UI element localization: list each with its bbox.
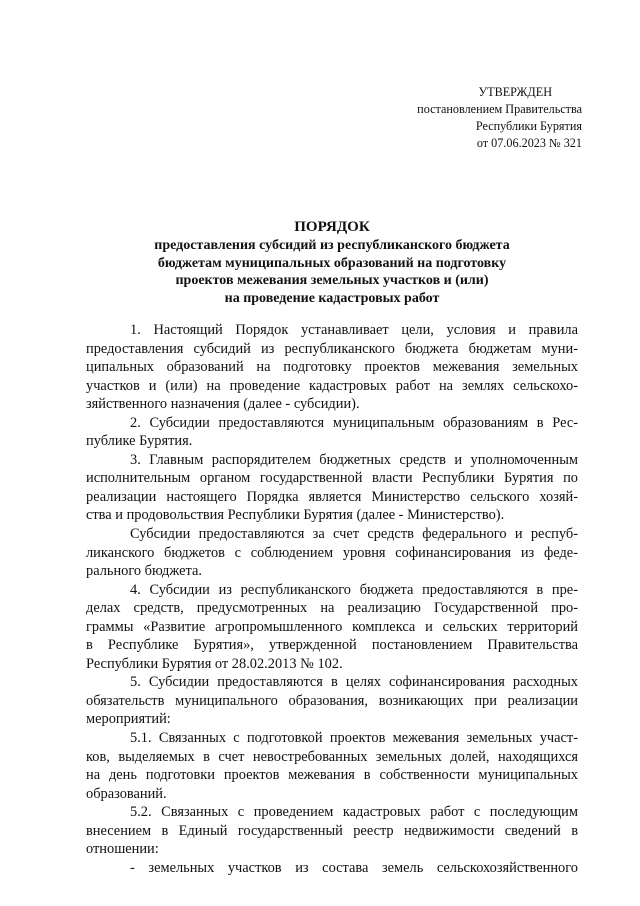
body-text-line: делах средств, предусмотренных на реализацию Государственной про- [86,600,578,617]
body-text-line: - земельных участков из состава земель сельскохозяйственного [130,859,578,876]
body-text-line: образований. [86,785,167,802]
document-subtitle-line: на проведение кадастровых работ [224,290,440,306]
body-text-line: ликанского бюджетов с соблюдением уровня софинансирования из феде- [86,544,578,561]
approval-stamp [382,84,582,152]
document-subtitle-line: проектов межевания земельных участков и (или) [175,273,489,288]
body-text-line: участков и (или) на проведение кадастровых работ на землях сельскохо- [86,377,578,394]
document-title-block [86,218,578,307]
body-text-line: Субсидии предоставляются за счет средств федерального и респуб- [130,526,578,543]
body-text-line: предоставления субсидий из республиканского бюджета бюджетам муни- [86,340,578,357]
body-text-line: обязательств муниципального образования, возникающих при реализации [86,692,578,709]
approval-republic: Республики Бурятия [475,119,582,133]
body-text-line: 4. Субсидии из республиканского бюджета предоставляются в пре- [130,581,578,598]
body-text-line: 2. Субсидии предоставляются муниципальным образованиям в Рес- [130,414,578,431]
approval-resolution: постановлением Правительства [417,102,582,116]
approval-heading: УТВЕРЖДЕН [478,85,552,99]
body-text-line: мероприятий: [86,711,171,728]
body-text-line: 5.1. Связанных с подготовкой проектов межевания земельных участ- [130,730,578,747]
body-text-line: реализации настоящего Порядка является Министерство сельского хозяй- [86,488,578,505]
body-text-line: Республики Бурятия от 28.02.2013 № 102. [86,655,343,672]
body-text-line: в Республике Бурятия», утвержденной постановлением Правительства [86,637,578,654]
document-title: ПОРЯДОК [294,219,370,235]
document-subtitle-line: предоставления субсидий из республиканского бюджета [154,238,510,253]
body-text-line: 5.2. Связанных с проведением кадастровых работ с последующим [130,804,578,821]
body-text-line: ства и продовольствия Республики Бурятия (далее - Министерство). [86,507,505,524]
body-text-line: на день подготовки проектов межевания в собственности муниципальных [86,767,578,784]
body-text-line: ков, выделяемых в счет невостребованных земельных долей, находящихся [86,748,578,765]
body-text-line: отношении: [86,841,159,858]
body-text-line: рального бюджета. [86,563,202,580]
document-subtitle-line: бюджетам муниципальных образований на подготовку [157,255,507,271]
body-text-line: 3. Главным распорядителем бюджетных средств и уполномоченным [130,451,578,468]
body-text-line: публике Бурятия. [86,433,193,450]
body-text-line: ципальных образований на подготовку проектов межевания земельных [86,359,578,376]
body-text-line: зяйственного назначения (далее - субсидии). [86,396,360,413]
body-text-line: граммы «Развитие агропромышленного комплекса и сельских территорий [86,618,578,635]
approval-date-number: от 07.06.2023 № 321 [476,136,582,150]
document-body [86,321,578,877]
body-text-line: внесением в Единый государственный реестр недвижимости сведений в [86,822,578,839]
body-text-line: 1. Настоящий Порядок устанавливает цели, условия и правила [130,322,578,338]
body-text-line: исполнительным органом государственной власти Республики Бурятия по [86,470,578,487]
body-text-line: 5. Субсидии предоставляются в целях софинансирования расходных [130,674,578,691]
